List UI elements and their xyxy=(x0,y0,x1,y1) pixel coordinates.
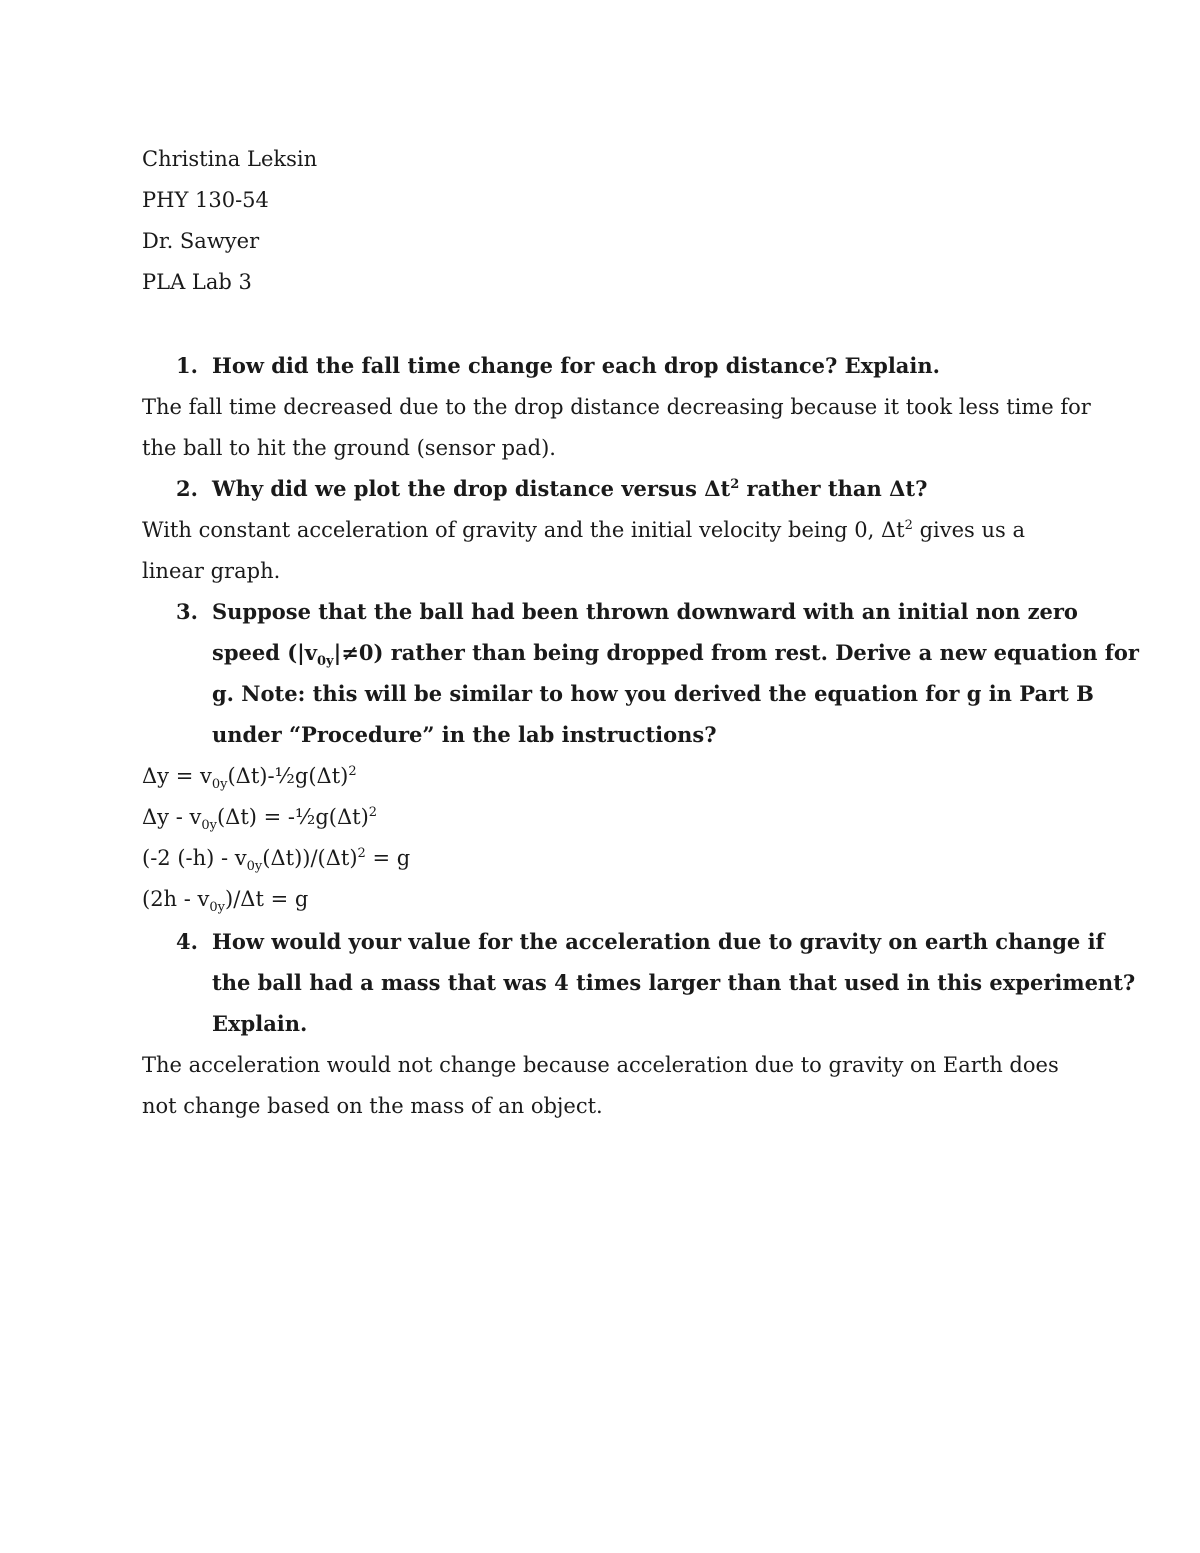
question-4-line-1: How would your value for the acceleration due to gravity on earth change if xyxy=(212,929,1105,954)
equation-4: $(2h - v_{0y})/\Delta t = g$ xyxy=(142,887,309,915)
instructor-name: Dr. Sawyer xyxy=(142,229,260,253)
question-4-line-2: the ball had a mass that was 4 times larger than that used in this experiment? xyxy=(212,970,1136,995)
question-4-line-3: Explain. xyxy=(212,1011,308,1036)
answer-4-line-1: The acceleration would not change because acceleration due to gravity on Earth does xyxy=(142,1053,1059,1077)
question-2-number: 2. xyxy=(176,476,198,501)
question-3-line-4: under “Procedure” in the lab instructions? xyxy=(212,722,717,747)
question-3-line-3: g. Note: this will be similar to how you derived the equation for g in Part B xyxy=(212,681,1094,706)
question-4-number: 4. xyxy=(176,929,198,954)
answer-2-line-1: With constant acceleration of gravity and the initial velocity being 0, $\Delta t^2$ gives us a xyxy=(142,518,1025,542)
assignment-title: PLA Lab 3 xyxy=(142,270,252,294)
answer-1-line-2: the ball to hit the ground (sensor pad). xyxy=(142,436,556,460)
question-3-line-2: speed $(|v_{0y}|\ne 0)$ rather than being dropped from rest. Derive a new equation for xyxy=(212,640,1139,669)
answer-1-line-1: The fall time decreased due to the drop distance decreasing because it took less time for xyxy=(142,395,1091,419)
answer-2-line-2: linear graph. xyxy=(142,559,281,583)
question-1-text: How did the fall time change for each drop distance? Explain. xyxy=(212,353,940,378)
equation-1: $\Delta y = v_{0y}(\Delta t)-\frac{1}{2}g(\Delta t)^2$ xyxy=(142,764,357,792)
question-3-number: 3. xyxy=(176,599,198,624)
question-1-number: 1. xyxy=(176,353,198,378)
answer-4-line-2: not change based on the mass of an object. xyxy=(142,1094,603,1118)
equation-2: Δy - $v_{0y}(\Delta t)$ = $-\frac{1}{2}g(\Delta t)^2$ xyxy=(142,805,378,833)
course-code: PHY 130-54 xyxy=(142,188,269,212)
question-2-text: Why did we plot the drop distance versus $\Delta t^2$ rather than Δt? xyxy=(212,476,928,501)
equation-3: (-2 $(-h) - v_{0y}(\Delta t))/(\Delta t)^2 = g$ xyxy=(142,846,411,874)
student-name: Christina Leksin xyxy=(142,147,318,171)
question-3-line-1: Suppose that the ball had been thrown downward with an initial non zero xyxy=(212,599,1078,624)
